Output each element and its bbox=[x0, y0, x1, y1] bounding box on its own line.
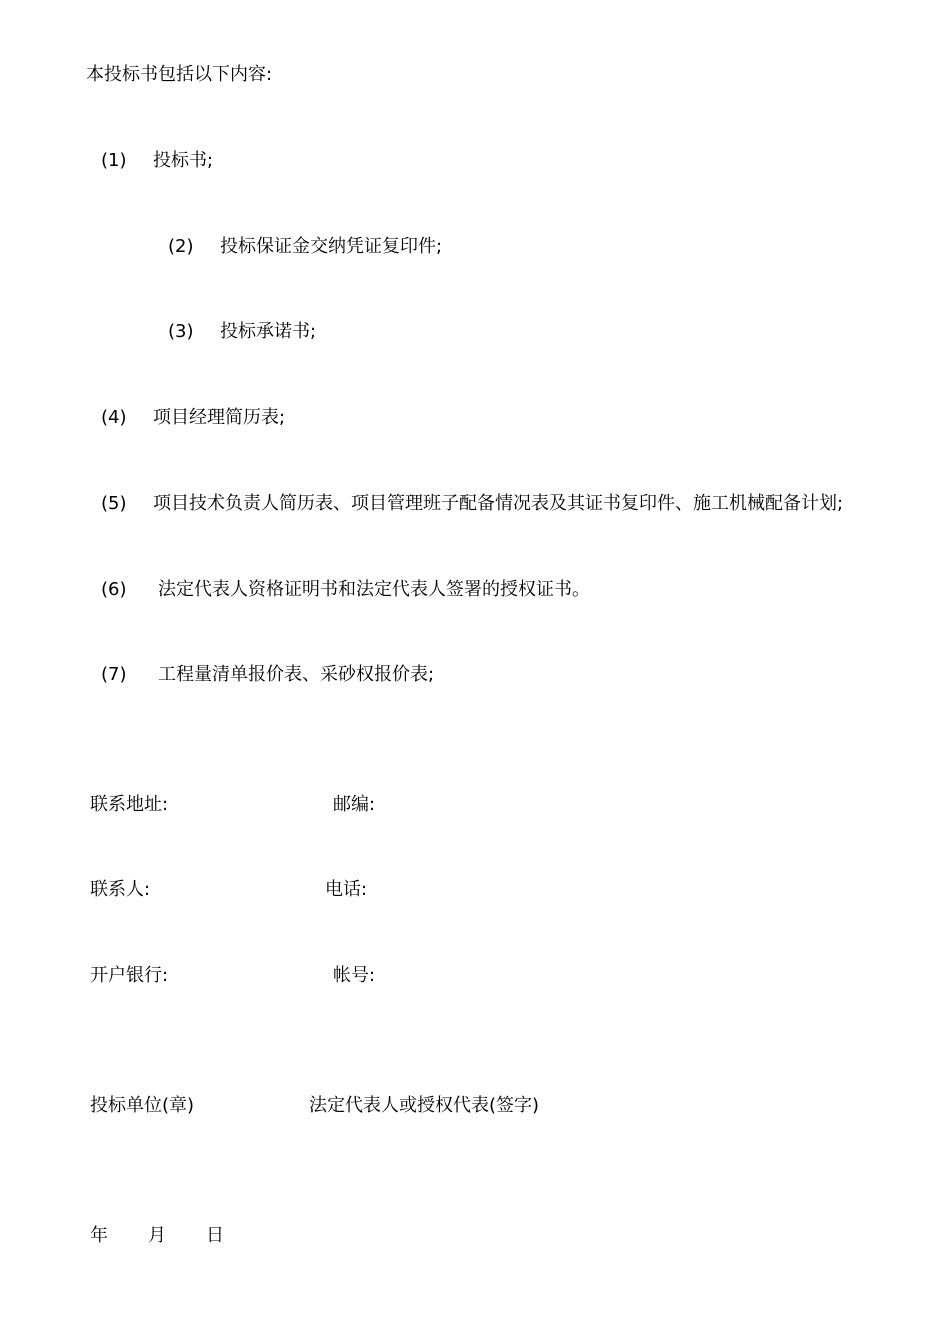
item-number: (6) bbox=[101, 579, 127, 600]
date-day-label: 日 bbox=[206, 1225, 224, 1246]
bidder-unit-label: 投标单位(章) bbox=[90, 1095, 195, 1116]
legal-rep-label: 法定代表人或授权代表(签字) bbox=[309, 1095, 540, 1116]
item-number: (2) bbox=[168, 236, 194, 257]
list-item bbox=[101, 495, 843, 513]
list-item bbox=[101, 152, 213, 170]
bank-label: 开户银行: bbox=[90, 965, 169, 986]
contact-person-label: 联系人: bbox=[90, 879, 151, 900]
account-label: 帐号: bbox=[333, 965, 376, 986]
list-item bbox=[101, 409, 285, 427]
item-text: 投标承诺书; bbox=[220, 321, 317, 342]
date-month-label: 月 bbox=[148, 1225, 166, 1246]
postcode-label: 邮编: bbox=[333, 794, 376, 815]
address-label: 联系地址: bbox=[90, 794, 169, 815]
item-text: 工程量清单报价表、采砂权报价表; bbox=[158, 664, 435, 685]
item-text: 投标保证金交纳凭证复印件; bbox=[220, 236, 443, 257]
item-text: 投标书; bbox=[153, 150, 214, 171]
phone-label: 电话: bbox=[325, 879, 368, 900]
item-number: (3) bbox=[168, 321, 194, 342]
list-item bbox=[101, 666, 434, 684]
item-number: (5) bbox=[101, 493, 127, 514]
item-number: (1) bbox=[101, 150, 127, 171]
item-text: 项目经理简历表; bbox=[153, 407, 286, 428]
intro-text: 本投标书包括以下内容: bbox=[86, 64, 273, 85]
date-year-label: 年 bbox=[90, 1225, 108, 1246]
list-item bbox=[101, 581, 590, 599]
list-item bbox=[168, 238, 442, 256]
item-text: 法定代表人资格证明书和法定代表人签署的授权证书。 bbox=[158, 579, 590, 600]
item-text: 项目技术负责人简历表、项目管理班子配备情况表及其证书复印件、施工机械配备计划; bbox=[153, 493, 844, 514]
item-number: (4) bbox=[101, 407, 127, 428]
item-number: (7) bbox=[101, 664, 127, 685]
list-item bbox=[168, 323, 316, 341]
